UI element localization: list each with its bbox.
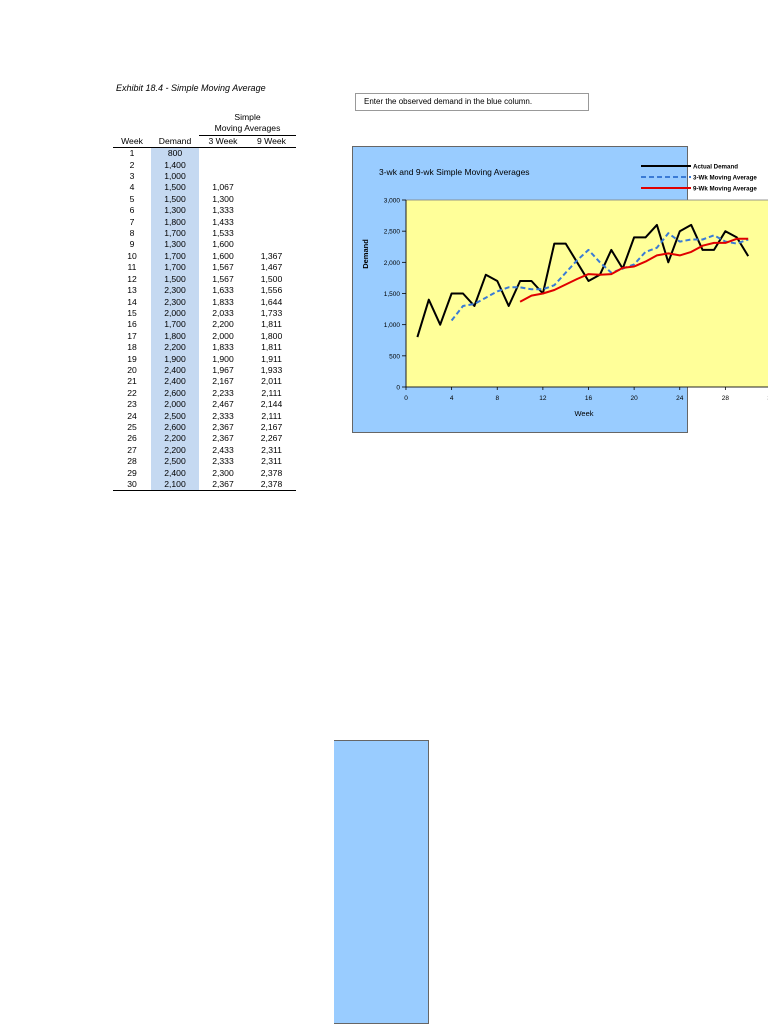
demand-cell[interactable]: 1,800 (151, 331, 199, 342)
nine-week-cell: 1,733 (260, 307, 283, 318)
y-axis-title: Demand (361, 239, 370, 269)
demand-cell[interactable]: 1,700 (151, 319, 199, 330)
nine-week-cell: 1,500 (260, 273, 283, 284)
nine-week-cell: 2,111 (261, 410, 282, 421)
week-cell: 22 (127, 387, 137, 398)
table-row (113, 148, 296, 160)
y-tick-label: 500 (389, 353, 400, 361)
table-row (113, 251, 296, 262)
three-week-cell: 2,367 (212, 433, 234, 444)
three-week-cell: 1,900 (212, 353, 234, 364)
x-tick-label: 20 (630, 395, 638, 402)
three-week-cell: 1,300 (212, 193, 234, 204)
table-row (113, 331, 296, 342)
demand-cell[interactable]: 2,600 (151, 422, 199, 433)
table-row (113, 365, 296, 376)
x-tick-label: 28 (721, 395, 729, 402)
demand-cell[interactable]: 1,700 (151, 251, 199, 262)
table-row (113, 171, 296, 182)
table-row (113, 479, 296, 491)
demand-cell[interactable]: 1,700 (151, 262, 199, 273)
table-row (113, 319, 296, 330)
three-week-cell: 1,833 (212, 342, 234, 353)
three-week-cell: 1,067 (212, 182, 234, 193)
week-cell: 12 (127, 273, 137, 284)
y-tick-label: 2,500 (383, 228, 400, 236)
nine-week-cell: 1,467 (260, 262, 283, 273)
moving-average-table (113, 112, 296, 491)
column-header-3week: 3 Week (199, 135, 247, 147)
three-week-cell: 2,333 (212, 456, 234, 467)
table-row (113, 308, 296, 319)
nine-week-cell: 2,144 (260, 399, 283, 410)
table-row (113, 239, 296, 250)
demand-cell[interactable]: 1,400 (151, 160, 199, 171)
nine-week-cell (247, 171, 296, 182)
three-week-cell (199, 160, 247, 171)
y-tick-label: 0 (396, 384, 400, 392)
nine-week-cell: 1,811 (261, 319, 282, 330)
week-cell: 9 (129, 239, 135, 250)
week-cell: 6 (129, 205, 135, 216)
x-tick-label: 4 (449, 395, 454, 402)
nine-week-cell (247, 205, 296, 216)
three-week-cell: 2,367 (212, 421, 234, 432)
y-tick-label: 2,000 (383, 259, 400, 267)
table-row (113, 262, 296, 273)
nine-week-cell: 1,367 (260, 250, 283, 261)
exhibit-title: Exhibit 18.4 - Simple Moving Average (116, 83, 266, 93)
nine-week-cell (247, 182, 296, 193)
x-tick-label: 24 (676, 395, 684, 402)
three-week-cell: 1,533 (212, 228, 234, 239)
nine-week-cell: 2,267 (260, 433, 283, 444)
column-header-week: Week (113, 135, 151, 147)
demand-cell[interactable]: 2,300 (151, 297, 199, 308)
nine-week-cell: 2,378 (247, 479, 296, 491)
table-row (113, 354, 296, 365)
three-week-cell: 2,367 (199, 479, 247, 491)
table-row (113, 445, 296, 456)
nine-week-cell: 2,111 (261, 387, 282, 398)
demand-cell[interactable]: 2,200 (151, 445, 199, 456)
three-week-cell: 2,033 (212, 307, 234, 318)
three-week-cell: 1,600 (212, 239, 234, 250)
three-week-cell (199, 171, 247, 182)
three-week-cell: 1,967 (212, 364, 234, 375)
demand-cell[interactable]: 1,000 (151, 171, 199, 182)
week-cell: 15 (127, 307, 137, 318)
legend-label: 3-Wk Moving Average (693, 174, 757, 182)
week-cell: 13 (127, 285, 137, 296)
nine-week-cell: 1,800 (260, 330, 283, 341)
chart-overflow-panel (334, 740, 429, 1024)
column-header-9week: 9 Week (247, 135, 296, 147)
nine-week-cell (247, 194, 296, 205)
week-cell: 2 (129, 159, 135, 170)
week-cell: 4 (129, 182, 135, 193)
week-cell: 26 (127, 433, 137, 444)
three-week-cell: 2,333 (212, 410, 234, 421)
demand-cell[interactable]: 1,300 (151, 205, 199, 216)
table-row (113, 182, 296, 193)
chart-main-svg (353, 147, 757, 434)
demand-cell[interactable]: 1,500 (151, 194, 199, 205)
demand-cell[interactable]: 2,500 (151, 456, 199, 467)
nine-week-cell: 1,933 (260, 364, 283, 375)
chart-layer (361, 164, 768, 419)
nine-week-cell: 1,556 (260, 285, 283, 296)
demand-cell[interactable]: 2,600 (151, 388, 199, 399)
nine-week-cell (247, 228, 296, 239)
nine-week-cell: 1,811 (261, 342, 282, 353)
week-cell: 27 (127, 444, 137, 455)
demand-cell[interactable]: 2,300 (151, 285, 199, 296)
chart-overflow-svg (334, 741, 429, 1025)
demand-cell[interactable]: 1,700 (151, 228, 199, 239)
week-cell: 28 (127, 456, 137, 467)
three-week-cell: 1,567 (212, 273, 234, 284)
week-cell: 7 (129, 216, 135, 227)
x-tick-label: 0 (404, 395, 408, 402)
group-header-line2: Moving Averages (199, 123, 296, 135)
column-header-demand: Demand (151, 135, 199, 147)
three-week-cell (199, 148, 247, 160)
three-week-cell: 1,433 (212, 216, 234, 227)
demand-cell[interactable]: 2,500 (151, 411, 199, 422)
week-cell: 17 (127, 330, 137, 341)
chart-main-panel (352, 146, 757, 433)
nine-week-cell (247, 148, 296, 160)
three-week-cell: 1,600 (212, 250, 234, 261)
table-row (113, 228, 296, 239)
week-cell: 23 (127, 399, 137, 410)
table-row (113, 160, 296, 171)
nine-week-cell: 1,644 (260, 296, 283, 307)
legend-label: 9-Wk Moving Average (693, 185, 757, 193)
demand-cell[interactable]: 2,200 (151, 433, 199, 444)
three-week-cell: 1,333 (212, 205, 234, 216)
table-row (113, 217, 296, 228)
three-week-cell: 2,000 (212, 330, 234, 341)
legend-label: Actual Demand (693, 163, 739, 171)
demand-cell[interactable]: 2,400 (151, 365, 199, 376)
demand-cell[interactable]: 1,900 (151, 354, 199, 365)
table-row (113, 194, 296, 205)
nine-week-cell (247, 239, 296, 250)
table-row (113, 285, 296, 296)
week-cell: 10 (127, 250, 137, 261)
table-row (113, 399, 296, 410)
table-row (113, 468, 296, 479)
nine-week-cell: 1,911 (261, 353, 282, 364)
three-week-cell: 1,633 (212, 285, 234, 296)
table-row (113, 388, 296, 399)
table-row (113, 376, 296, 387)
group-header-line1: Simple (234, 112, 261, 122)
three-week-cell: 1,567 (212, 262, 234, 273)
three-week-cell: 2,467 (212, 399, 234, 410)
chart-title: 3-wk and 9-wk Simple Moving Averages (379, 167, 530, 177)
week-cell: 16 (127, 319, 137, 330)
y-tick-label: 3,000 (383, 197, 400, 205)
x-tick-label: 8 (495, 395, 500, 402)
week-cell: 5 (129, 193, 135, 204)
demand-cell[interactable]: 2,000 (151, 399, 199, 410)
table-row (113, 456, 296, 467)
demand-cell[interactable]: 2,200 (151, 342, 199, 353)
instruction-note: Enter the observed demand in the blue column. (355, 93, 589, 111)
week-cell: 11 (127, 262, 137, 273)
x-tick-label: 12 (539, 395, 547, 402)
table-row (113, 342, 296, 353)
three-week-cell: 2,167 (212, 376, 234, 387)
demand-cell[interactable]: 2,100 (151, 479, 199, 491)
x-axis-title: Week (574, 409, 594, 418)
week-cell: 30 (113, 479, 151, 491)
three-week-cell: 2,433 (212, 444, 234, 455)
week-cell: 8 (129, 228, 135, 239)
week-cell: 14 (127, 296, 137, 307)
table-row (113, 274, 296, 285)
table-row (113, 433, 296, 444)
week-cell: 29 (127, 467, 137, 478)
table-row (113, 297, 296, 308)
week-cell: 19 (127, 353, 137, 364)
demand-cell[interactable]: 1,500 (151, 274, 199, 285)
y-tick-label: 1,000 (383, 322, 400, 330)
table-row (113, 422, 296, 433)
week-cell: 21 (127, 376, 137, 387)
week-cell: 20 (127, 364, 137, 375)
nine-week-cell: 2,167 (260, 421, 283, 432)
three-week-cell: 2,300 (212, 467, 234, 478)
nine-week-cell: 2,378 (260, 467, 283, 478)
demand-cell[interactable]: 1,500 (151, 182, 199, 193)
nine-week-cell: 2,011 (261, 376, 282, 387)
nine-week-cell (247, 217, 296, 228)
x-tick-label: 16 (584, 395, 593, 402)
week-cell: 1 (129, 148, 135, 159)
table-row (113, 411, 296, 422)
y-tick-label: 1,500 (383, 291, 400, 298)
demand-cell[interactable]: 1,800 (151, 217, 199, 228)
demand-cell[interactable]: 800 (151, 148, 199, 160)
week-cell: 24 (127, 410, 137, 421)
three-week-cell: 1,833 (212, 296, 234, 307)
nine-week-cell: 2,311 (261, 444, 282, 455)
week-cell: 18 (127, 342, 137, 353)
demand-cell[interactable]: 2,400 (151, 376, 199, 387)
demand-cell[interactable]: 1,300 (151, 239, 199, 250)
table-row (113, 205, 296, 216)
week-cell: 3 (129, 171, 135, 182)
nine-week-cell: 2,311 (261, 456, 282, 467)
three-week-cell: 2,200 (212, 319, 234, 330)
three-week-cell: 2,233 (212, 387, 234, 398)
week-cell: 25 (127, 421, 137, 432)
demand-cell[interactable]: 2,000 (151, 308, 199, 319)
demand-cell[interactable]: 2,400 (151, 468, 199, 479)
nine-week-cell (247, 160, 296, 171)
